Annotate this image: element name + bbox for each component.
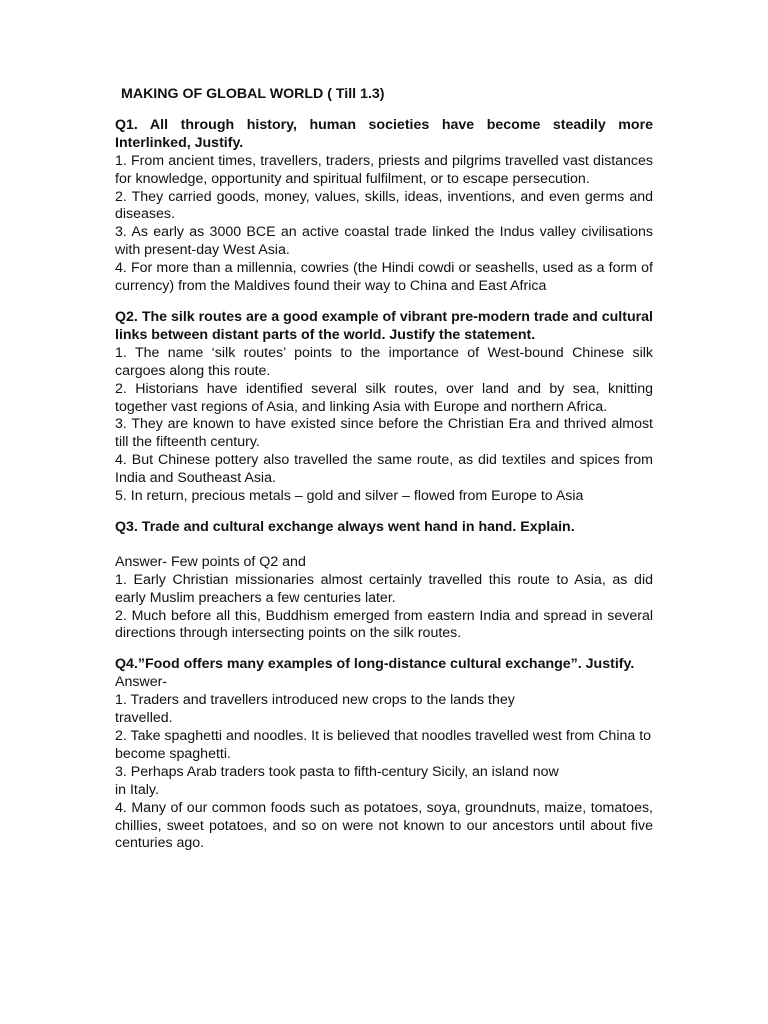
q4-point-4: 4. Many of our common foods such as potatoes, soya, groundnuts, maize, tomatoes, chillies, sweet potatoes, and so on were not known to our ancestors until about five centuries ago.	[115, 799, 653, 852]
q3-answer-intro: Answer- Few points of Q2 and	[115, 553, 306, 570]
q2-point-4: 4. But Chinese pottery also travelled the same route, as did textiles and spices from India and Southeast Asia.	[115, 452, 653, 487]
q1-point-3: 3. As early as 3000 BCE an active coastal trade linked the Indus valley civilisations with present-day West Asia.	[115, 224, 653, 259]
q2-point-3: 3. They are known to have existed since before the Christian Era and thrived almost till the fifteenth century.	[115, 416, 653, 451]
document-body	[115, 86, 653, 866]
question-3: Q3. Trade and cultural exchange always went hand in hand. Explain.	[115, 518, 575, 535]
q2-point-2: 2. Historians have identified several silk routes, over land and by sea, knitting together vast regions of Asia, and linking Asia with Europe and northern Africa.	[115, 380, 653, 415]
q4-point-2a: 2. Take spaghetti and noodles. It is believed that noodles travelled west from China to	[115, 728, 652, 744]
q2-point-1: 1. The name ‘silk routes’ points to the importance of West-bound Chinese silk cargoes along this route.	[115, 344, 653, 379]
document-title: MAKING OF GLOBAL WORLD ( Till 1.3)	[121, 86, 385, 102]
q4-point-1b: travelled.	[115, 710, 173, 727]
q1-point-1: 1. From ancient times, travellers, traders, priests and pilgrims travelled vast distances for knowledge, opportunity and spiritual fulfilment, or to escape persecution.	[115, 152, 653, 187]
q4-point-2b: become spaghetti.	[115, 745, 231, 762]
question-1: Q1. All through history, human societies have become steadily more Interlinked, Justify.	[115, 116, 653, 151]
question-2: Q2. The silk routes are a good example of vibrant pre-modern trade and cultural links between distant parts of the world. Justify the statement.	[115, 308, 653, 343]
question-4-block	[115, 656, 653, 853]
q2-point-5: 5. In return, precious metals – gold and silver – flowed from Europe to Asia	[115, 488, 584, 505]
q3-point-2: 2. Much before all this, Buddhism emerged from eastern India and spread in several directions through intersecting points on the silk routes.	[115, 607, 653, 642]
q4-point-3b: in Italy.	[115, 781, 159, 798]
q1-point-2: 2. They carried goods, money, values, skills, ideas, inventions, and even germs and diseases.	[115, 188, 653, 223]
question-1-block	[115, 117, 653, 296]
q4-point-1a: 1. Traders and travellers introduced new crops to the lands they	[115, 692, 515, 709]
question-2-block	[115, 309, 653, 506]
q1-point-4: 4. For more than a millennia, cowries (the Hindi cowdi or seashells, used as a form of currency) from the Maldives found their way to China and East Africa	[115, 260, 653, 295]
question-4: Q4.”Food offers many examples of long-distance cultural exchange”. Justify.	[115, 656, 635, 673]
q4-point-3a: 3. Perhaps Arab traders took pasta to fifth-century Sicily, an island now	[115, 763, 559, 780]
q4-answer-intro: Answer-	[115, 674, 168, 691]
q3-point-1: 1. Early Christian missionaries almost certainly travelled this route to Asia, as did early Muslim preachers a few centuries later.	[115, 571, 653, 606]
question-3-block	[115, 519, 653, 643]
